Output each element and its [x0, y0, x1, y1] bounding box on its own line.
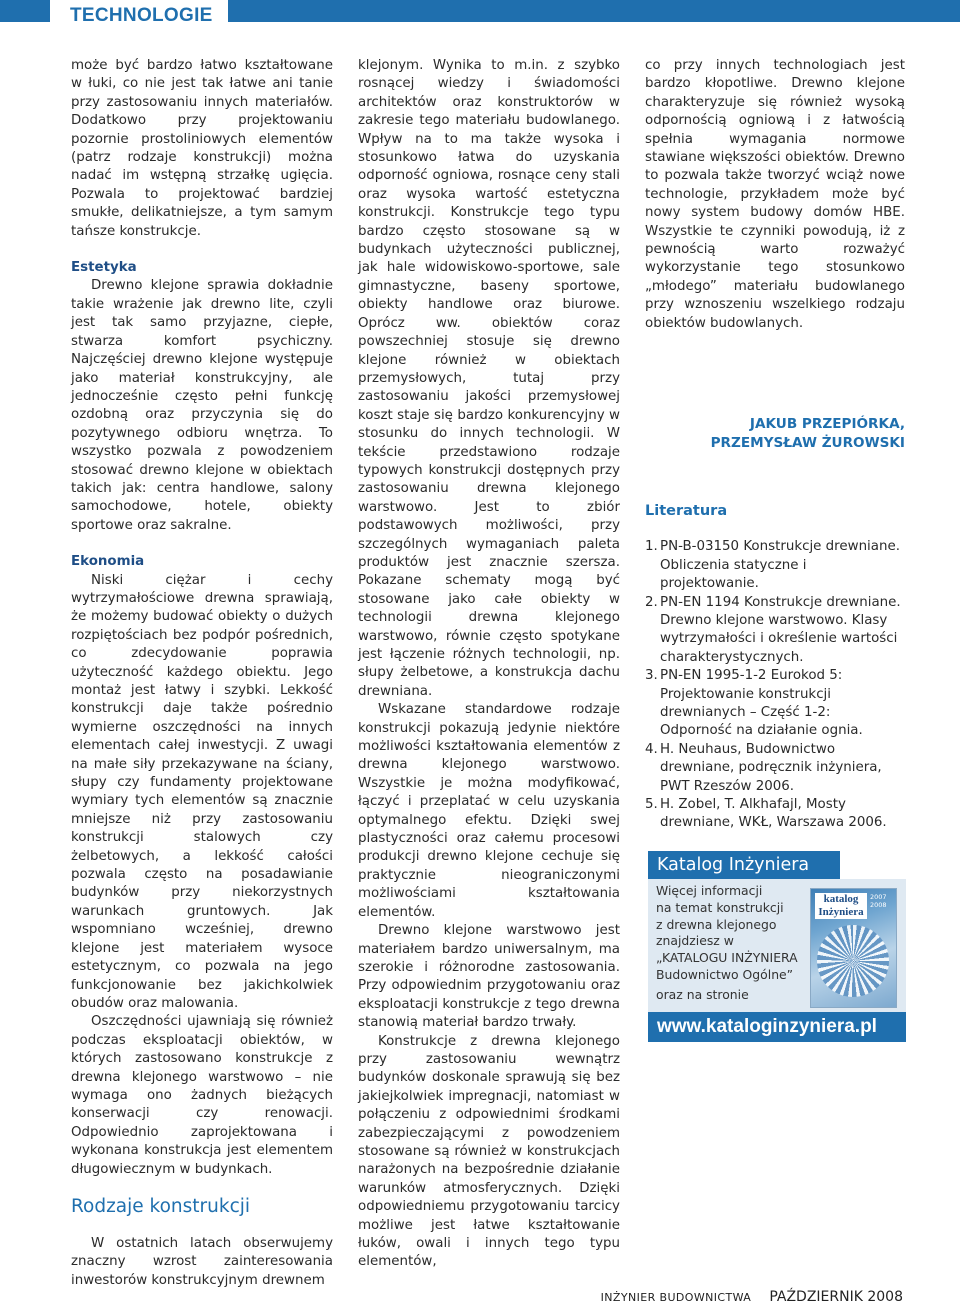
oszczednosci-paragraph: Oszczędności ujawniają się również podczas eksploatacji obiektów, w których zastosowano konstrukcje z drewna klejonego warstwowo – nie wymaga ono żadnych bieżących konserwacji czy renowacji. Odpowiednio zaprojektowana i wykonana konstrukcja jest elementem długowiecznym w budynkach. [71, 1014, 333, 1177]
rodzaje-paragraph: W ostatnich latach obserwujemy znaczny wzrost zainteresowania inwestorów konstrukcyjnym drewnem [71, 1235, 333, 1288]
col2-paragraph-3: Drewno klejone warstwowo jest materiałem bardzo uniwersalnym, ma szerokie i różnorodne zastosowania. Przy odpowiednim przygotowaniu oraz eksploatacji konstrukcje z tego drewna stanowią materiał bardzo trwały. [358, 923, 620, 1031]
literatura-item: 3. PN-EN 1995-1-2 Eurokod 5: Projektowanie konstrukcji drewnianych – Część 1-2: Odporność na działanie ognia. [645, 668, 863, 739]
authors [645, 415, 905, 452]
col3-paragraph-1: co przy innych technologiach jest bardzo kłopotliwe. Drewno klejone charakteryzuje się również wysoką odpornością ogniową i z łatwością spełnia wymagania normowe stawiane większości obiektów. Drewno to pozwala także tworzyć wciąż nowe technologie, przykładem może być nowy system budowy domów HBE. Wszystkie te czynniki powodują, iż z pewnością warto rozważyć wykorzystanie tego stosunkowo „młodego” materiału budowlanego przy wznoszeniu wszelkiego rodzaju obiektów budowlanych. [645, 58, 905, 331]
literatura-item: 5. H. Zobel, T. Alkhafajl, Mosty drewniane, WKŁ, Warszawa 2006. [645, 797, 887, 831]
footer-magazine: INŻYNIER BUDOWNICTWA [600, 1291, 752, 1304]
catalog-website-link[interactable]: www.kataloginzyniera.pl [648, 1012, 906, 1042]
estetyka-paragraph: Drewno klejone sprawia dokładnie takie wrażenie jak drewno lite, czyli jest tak samo przyjazne, ciepłe, stwarza komfort psychiczny. Najczęściej drewno klejone występuje jako materiał konstrukcyjny, ale jednocześnie często pełni funkcję ozdobną oraz przyczynia się do pozytywnego odbioru wnętrza. To wszystko pozwala z powodzeniem stosować drewno klejone w obiektach takich jak: centra handlowe, salony samochodowe, hotele, obiekty sportowe oraz sakralne. [71, 278, 333, 533]
col2-paragraph-2: Wskazane standardowe rodzaje konstrukcji pokazują jedynie niektóre możliwości kształtowania elementów z drewna klejonego warstwowo. Wszystkie je można modyfikować, łączyć i przeplatać w celu uzyskania optymalnego efektu. Dzięki swej plastyczności oraz całemu procesowi produkcji drewno klejone cechuje się praktycznie nieograniczonymi możliwościami kształtowania elementów. [358, 702, 620, 920]
catalog-text: Więcej informacji na temat konstrukcji z drewna klejonego znajdziesz w „KATALOGU INŻYNIERA Budownictwo Ogólne” oraz na stronie [656, 883, 798, 1002]
col2-paragraph-4: Konstrukcje z drewna klejonego przy zastosowaniu wewnątrz budynków doskonale sprawują się bez jakiejkolwiek impregnacji, natomiast w połączeniu z odpowiednimi środkami zabezpieczającymi z powodzeniem stosowane są również w konstrukcjach narażonych na bezpośrednie działanie warunków atmosferycznych. Dzięki odpowiedniemu przygotowaniu tarcicy możliwe jest łatwe kształtowanie łuków, owali i innych tego typu elementów, [358, 1033, 620, 1270]
intro-paragraph: może być bardzo łatwo kształtowane w łuki, co nie jest tak łatwe ani tanie przy zastosowaniu innych materiałów. Dodatkowo przy projektowaniu pozornie prostoliniowych elementów (patrz rodzaje konstrukcji) można nadać im wstępną strzałkę ugięcia. Pozwala to projektować bardziej smukłe, delikatniejsze, a tym samym tańsze konstrukcje. [71, 58, 333, 239]
literatura-title: Literatura [645, 502, 728, 519]
catalog-title: Katalog Inżyniera [648, 851, 840, 879]
literatura-item: 1. PN-B-03150 Konstrukcje drewniane. Obliczenia statyczne i projektowanie. [645, 539, 900, 592]
catalog-cover-image [810, 888, 897, 1008]
catalog-cover-logo: katalog Inżyniera [815, 893, 867, 919]
ekonomia-heading: Ekonomia [71, 554, 145, 570]
ekonomia-paragraph: Niski ciężar i cechy wytrzymałościowe drewna sprawiają, że możemy budować obiekty o dużych rozpiętościach bez podpór pośrednich, co zdecydowanie poprawia użyteczność każdego obiektu. Jego montaż jest łatwy i szybki. Lekkość konstrukcji daje także pośrednio wymierne oszczędności na innych elementach całej inwestycji. Z uwagi na małe siły przekazywane na ściany, słupy czy fundamenty projektowane wymiary tych elementów są znacznie mniejsze niż przy zastosowaniu konstrukcji stalowych czy żelbetowych, a lekkość całości pozwala często na posadawianie budynków przy niekorzystnych warunkach gruntowych. Jak wspomniano wcześniej, drewno klejone jest materiałem wysoce estetycznym, co pozwala na jego funkcjonowanie bez jakichkolwiek obudów oraz malowania. [71, 572, 333, 1011]
column-1 [71, 57, 333, 1290]
catalog-cover-dome [817, 925, 889, 997]
catalog-promo-box [648, 851, 906, 1042]
col2-paragraph-1: klejonym. Wynika to m.in. z szybko rosnącej wiedzy i świadomości architektów oraz konstruktorów w zakresie tego materiału budowlanego. Wpływ na to ma także wysoka i stosunkowo łatwa do uzyskania odporność ogniowa, rosnące ceny stali oraz wysoka wartość estetyczna konstrukcji. Konstrukcje tego typu bardzo często stosowane są w budynkach użyteczności publicznej, jak hale widowiskowo-sportowe, sale gimnastyczne, baseny sportowe, obiekty handlowe oraz biurowe. Oprócz ww. obiektów coraz powszechniej stosuje się drewno klejone również w obiektach przemysłowych, tutaj przy zastosowaniu jakości przemysłowej koszt staje się bardzo konkurencyjny w stosunku do innych technologii. W tekście przedstawiono rodzaje typowych konstrukcji dostępnych przy zastosowaniu drewna klejonego warstwowo. Jest to zbiór podstawowych możliwości, przy szczególnych wymaganiach paleta produktów jest znacznie szersza. Pokazane schematy mogą być stosowane jako całe obiekty w technologii drewna klejonego warstwowo, równie często spotykane jest łączenie różnych technologii, np. słupy żelbetowe, a konstrukcja dachu drewniana. [358, 58, 620, 699]
column-3 [645, 57, 905, 833]
footer-date: PAŹDZIERNIK 2008 [769, 1289, 903, 1305]
rodzaje-konstrukcji-title: Rodzaje konstrukcji [71, 1195, 251, 1217]
estetyka-heading: Estetyka [71, 260, 137, 276]
catalog-body [648, 879, 906, 1042]
literatura-item: 2. PN-EN 1194 Konstrukcje drewniane. Drewno klejone warstwowo. Klasy wytrzymałości i określenie wartości charakterystycznych. [645, 594, 901, 665]
literatura-list [645, 538, 905, 833]
catalog-cover-year: 2007 2008 [870, 893, 887, 909]
literatura-item: 4. H. Neuhaus, Budownictwo drewniane, podręcznik inżyniera, PWT Rzeszów 2006. [645, 741, 882, 794]
author-1: JAKUB PRZEPIÓRKA, [749, 416, 905, 433]
section-label: TECHNOLOGIE [50, 0, 228, 31]
author-2: PRZEMYSŁAW ŻUROWSKI [710, 434, 905, 451]
page-footer [601, 1289, 903, 1305]
column-2 [358, 57, 620, 1272]
